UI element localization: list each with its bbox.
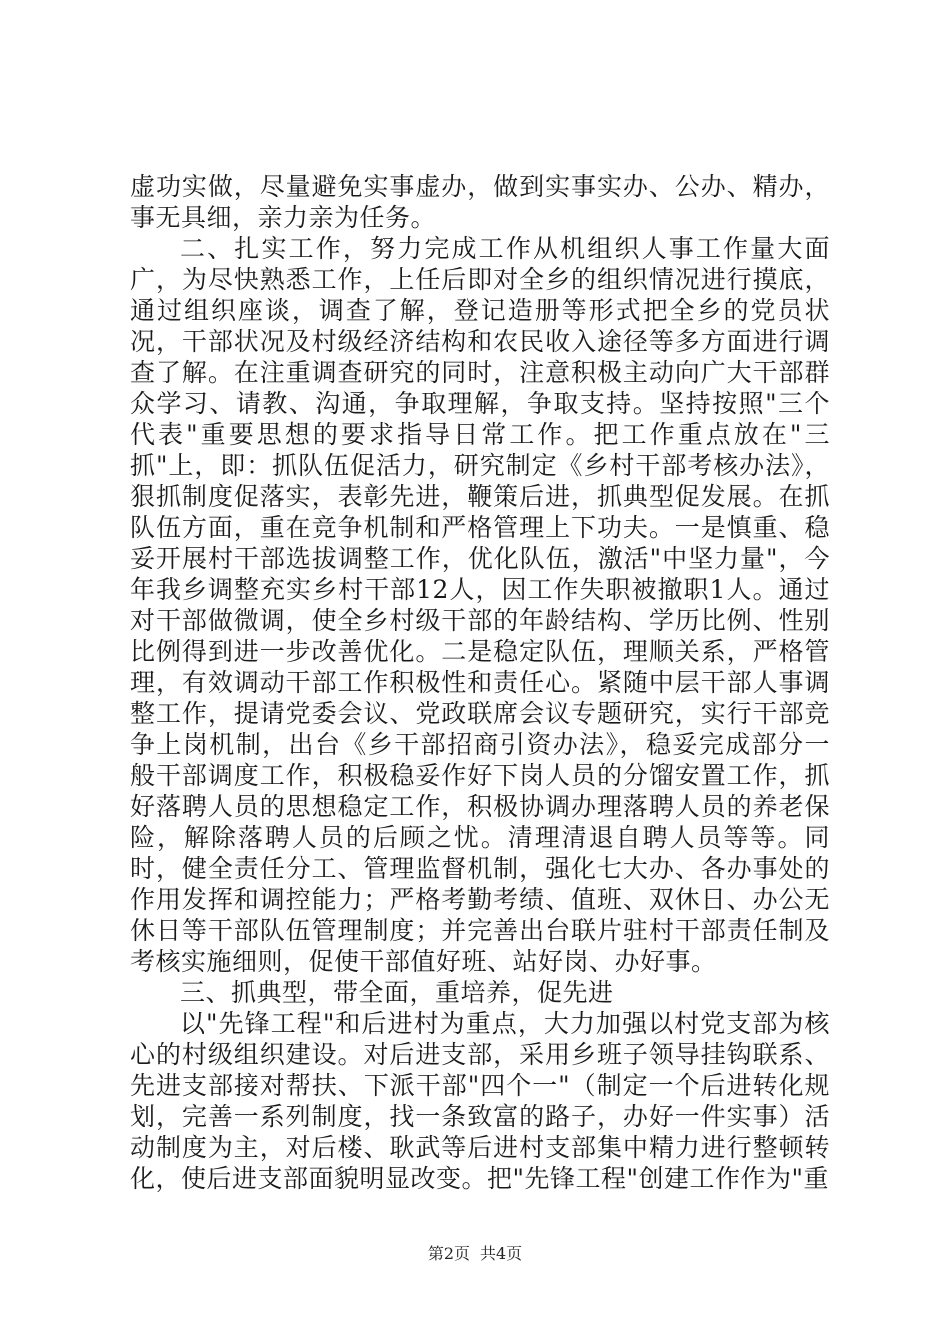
section-heading-three: 三、抓典型，带全面，重培养，促先进 bbox=[180, 978, 614, 1007]
document-body bbox=[130, 171, 830, 1194]
page-footer bbox=[0, 1244, 950, 1264]
page-total: 共4页 bbox=[480, 1244, 523, 1263]
paragraph-section-two: 二、扎实工作，努力完成工作从机组织人事工作量大面广，为尽快熟悉工作，上任后即对全乡的组织情况进行摸底，通过组织座谈，调查了解，登记造册等形式把全乡的党员状况，干部状况及村级经济结构和农民收入途径等多方面进行调查了解。在注重调查研究的同时，注意积极主动向广大干部群众学习、请教、沟通，争取理解，争取支持。坚持按照"三个代表"重要思想的要求指导日常工作。把工作重点放在"三抓"上，即：抓队伍促活力，研究制定《乡村干部考核办法》，狠抓制度促落实，表彰先进，鞭策后进，抓典型促发展。在抓队伍方面，重在竞争机制和严格管理上下功夫。一是慎重、稳妥开展村干部选拔调整工作，优化队伍，激活"中坚力量"，今年我乡调整充实乡村干部12人，因工作失职被撤职1人。通过对干部做微调，使全乡村级干部的年龄结构、学历比例、性别比例得到进一步改善优化。二是稳定队伍，理顺关系，严格管理，有效调动干部工作积极性和责任心。紧随中层干部人事调整工作，提请党委会议、党政联席会议专题研究，实行干部竞争上岗机制，出台《乡干部招商引资办法》，稳妥完成部分一般干部调度工作，积极稳妥作好下岗人员的分馏安置工作，抓好落聘人员的思想稳定工作，积极协调办理落聘人员的养老保险，解除落聘人员的后顾之忧。清理清退自聘人员等等。同时，健全责任分工、管理监督机制，强化七大办、各办事处的作用发挥和调控能力；严格考勤考绩、值班、双休日、办公无休日等干部队伍管理制度；并完善出台联片驻村干部责任制及考核实施细则，促使干部值好班、站好岗、办好事。 bbox=[130, 234, 830, 976]
paragraph-section-three: 以"先锋工程"和后进村为重点，大力加强以村党支部为核心的村级组织建设。对后进支部，采用乡班子领导挂钩联系、先进支部接对帮扶、下派干部"四个一"（制定一个后进转化规划，完善一系列制度，找一条致富的路子，办好一件实事）活动制度为主，对后楼、耿武等后进村支部集中精力进行整顿转化，使后进支部面貌明显改变。把"先锋工程"创建工作作为"重 bbox=[130, 1009, 830, 1193]
page-number: 第2页 bbox=[427, 1244, 470, 1263]
paragraph-continuation: 虚功实做，尽量避免实事虚办，做到实事实办、公办、精办，事无具细，亲力亲为任务。 bbox=[130, 172, 830, 232]
